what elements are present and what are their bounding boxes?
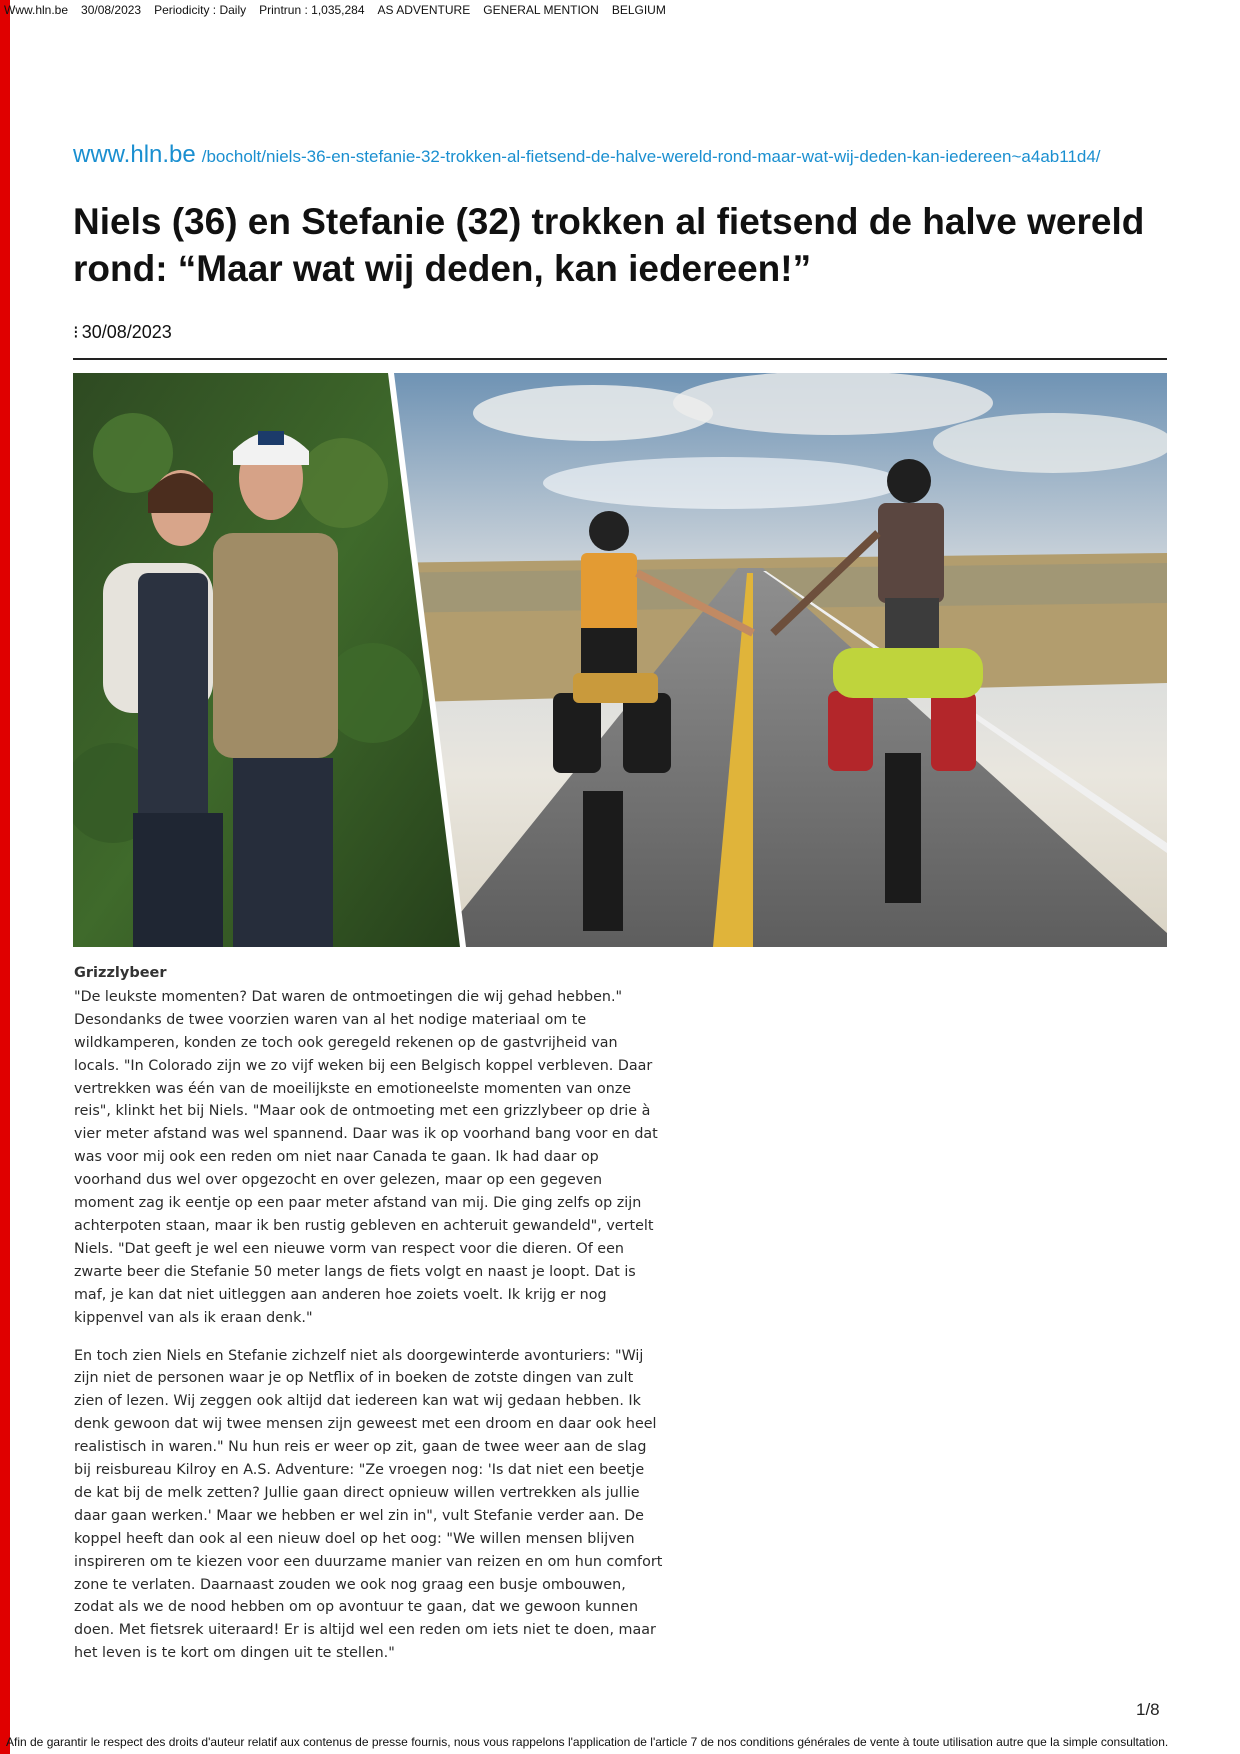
meta-periodicity: Periodicity : Daily <box>154 3 247 17</box>
road-trip-scene <box>373 373 1167 947</box>
article-title <box>73 198 1173 292</box>
article-url[interactable] <box>73 141 1101 169</box>
title-line-2: rond: “Maar wat wij deden, kan iedereen!” <box>73 248 812 289</box>
body-paragraph: En toch zien Niels en Stefanie zichzelf niet als doorgewinterde avonturiers: "Wij zijn niet de personen waar je op Netflix of in boeken de zotste dingen van zult zien of lezen. Wij zeggen ook altijd dat iedereen kan wat wij gedaan hebben. Ik denk gewoon dat wij twee mensen zijn geweest met een droom en daar ook heel realistisch in waren." Nu hun reis er weer op zit, gaan de twee weer aan de slag bij reisbureau Kilroy en A.S. Adventure: "Ze vroegen nog: 'Is dat niet een beetje de kat bij de melk zetten? Jullie gaan direct opnieuw willen vertrekken als jullie daar gaan werken.' Maar we hebben er wel zin in", vult Stefanie verder aan. De koppel heeft dan ook al een nieuw doel op het oog: "We willen mensen blijven inspireren om te kiezen voor een duurzame manier van reizen en om hun comfort zone te verlaten. Daarnaast zouden we ook nog graag een busje ombouwen, zodat als we de nood hebben om op avontuur te gaan, dat we gewoon kunnen doen. Met fietsrek uiteraard! Er is altijd wel een reden om iets niet te doen, maar het leven is te kort om dingen uit te stellen." <box>74 1347 663 1662</box>
article-dateline <box>73 322 172 343</box>
clipping-meta-header <box>4 3 679 17</box>
left-red-bar <box>0 0 10 1754</box>
meta-date: 30/08/2023 <box>81 3 142 17</box>
body-paragraph: "De leukste momenten? Dat waren de ontmoetingen die wij gehad hebben." Desondanks de twee voorzien waren van al het nodige materiaal om te wildkamperen, konden ze toch ook geregeld rekenen op de gastvrijheid van locals. "In Colorado zijn we zo vijf weken bij een Belgisch koppel verbleven. Daar vertrekken was één van de moeilijkste en emotioneelste momenten van onze reis", klinkt het bij Niels. "Maar ook de ontmoeting met een grizzlybeer op drie à vier meter afstand was wel spannend. Daar was ik op voorhand bang voor en dat was voor mij ook een reden om niet naar Canada te gaan. Ik had daar op voorhand dus wel over opgezocht en over gelezen, maar op een gegeven moment zag ik eentje op een paar meter afstand van mij. Die ging zelfs op zijn achterpoten staan, maar ik ben rustig gebleven en achteruit gewandeld", vertelt Niels. "Dat geeft je wel een nieuwe vorm van respect voor die dieren. Of een zwarte beer die Stefanie 50 meter langs de fiets volgt en naast je loopt. Dat is maf, je kan dat niet uitleggen aan anderen hoe zoiets voelt. Ik krijg er nog kippenvel van als ik eraan denk." <box>74 988 658 1326</box>
article-date: 30/08/2023 <box>81 322 172 342</box>
meta-client: AS ADVENTURE <box>377 3 471 17</box>
page-number: 1/8 <box>1136 1700 1160 1719</box>
copyright-footer: Afin de garantir le respect des droits d'auteur relatif aux contenus de presse fournis, nous vous rappelons l'application de l'article 7 de nos conditions générales de vente à toute utilisation autre que la simple consultation. <box>6 1735 1169 1749</box>
article-body <box>74 962 664 1680</box>
article-photo <box>73 373 1167 947</box>
meta-printrun: Printrun : 1,035,284 <box>259 3 365 17</box>
section-subhead: Grizzlybeer <box>74 965 167 981</box>
meta-source: Www.hln.be <box>4 3 69 17</box>
meta-mention: GENERAL MENTION <box>483 3 599 17</box>
meta-country: BELGIUM <box>611 3 666 17</box>
url-domain[interactable]: www.hln.be <box>73 141 196 168</box>
url-path[interactable]: /bocholt/niels-36-en-stefanie-32-trokken-al-fietsend-de-halve-wereld-rond-maar-wat-wij-deden-kan-iedereen~a4ab11d4/ <box>201 147 1101 166</box>
title-line-1: Niels (36) en Stefanie (32) trokken al fietsend de halve wereld <box>73 201 1145 242</box>
title-divider <box>73 358 1167 360</box>
dateline-dots: ⁝ <box>73 322 79 342</box>
